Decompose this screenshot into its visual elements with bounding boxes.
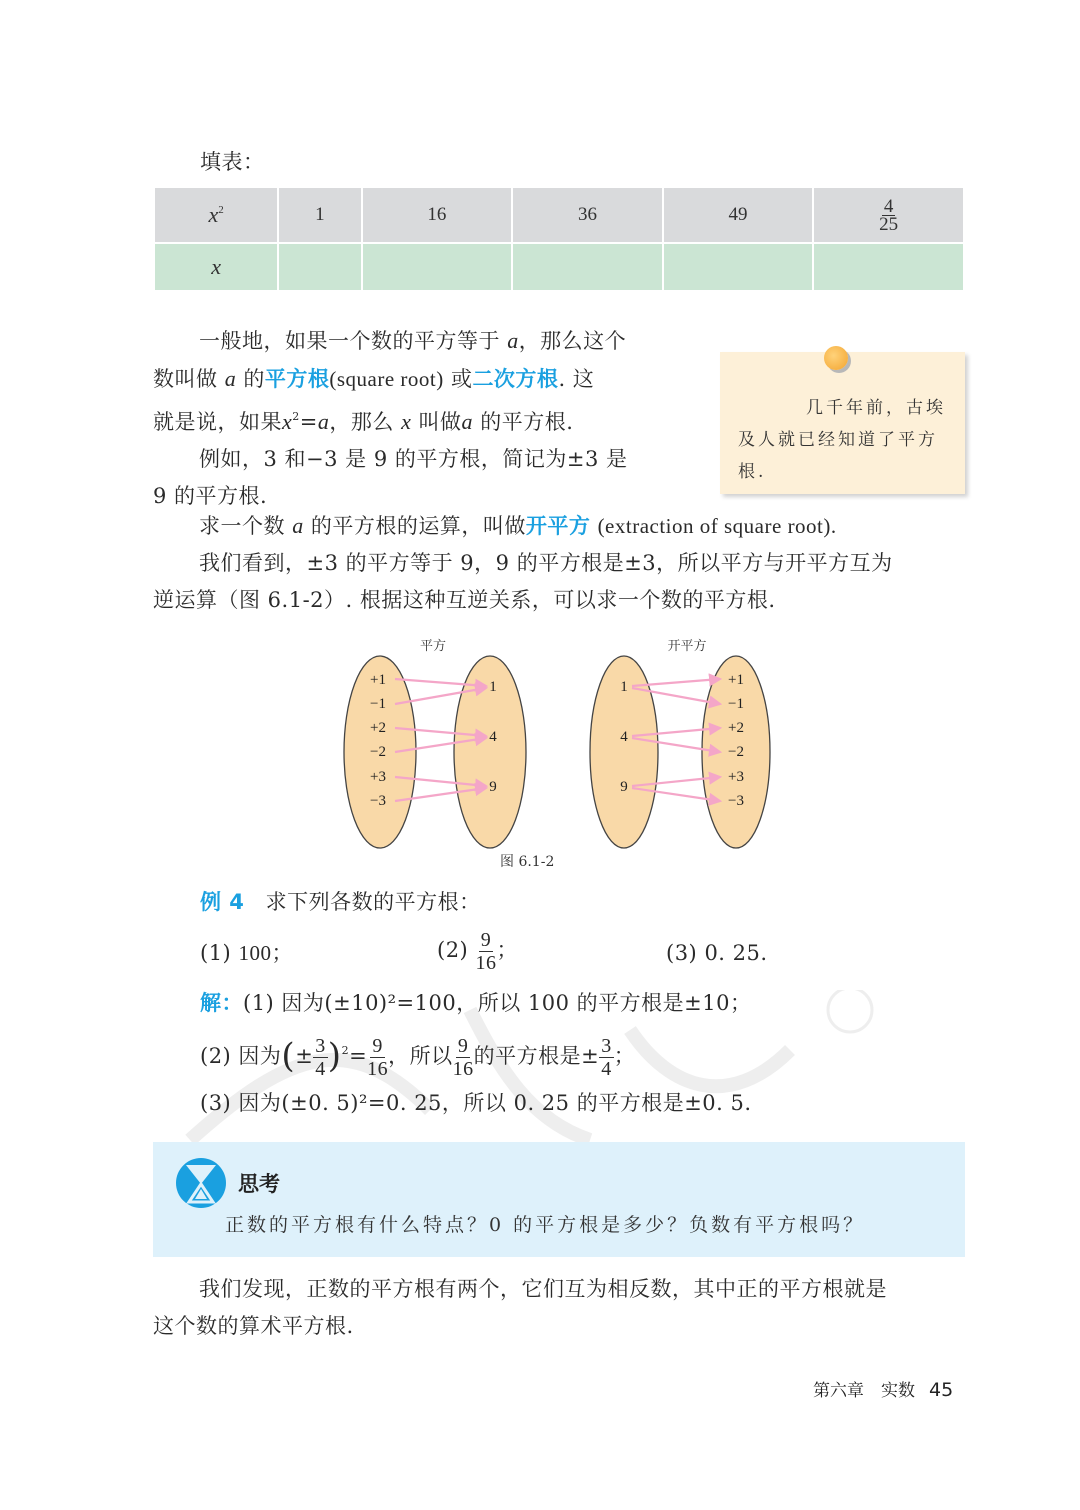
svg-text:+3: +3: [728, 769, 744, 785]
page-footer: [813, 1376, 953, 1401]
chapter-title: 第六章 实数: [813, 1381, 915, 1401]
svg-text:−1: −1: [728, 696, 744, 712]
solution-line-3: (3) 因为(±0. 5)²=0. 25，所以 0. 25 的平方根是±0. 5.: [200, 1091, 752, 1115]
svg-text:−3: −3: [728, 793, 744, 809]
row-header-x-squared: $x^2$: [155, 188, 277, 242]
fill-table: [153, 188, 965, 290]
cell-value: 16: [363, 188, 512, 242]
hourglass-think-icon: [175, 1157, 227, 1209]
svg-text:1: 1: [620, 679, 628, 695]
cell-value: 1: [279, 188, 360, 242]
square-mapping-diagram: [340, 632, 780, 862]
cell-value: 49: [664, 188, 813, 242]
conclusion-paragraph: 我们发现，正数的平方根有两个，它们互为相反数，其中正的平方根就是 这个数的算术平方根.: [153, 1277, 887, 1338]
blank-answer-cell[interactable]: [664, 242, 813, 290]
svg-text:−1: −1: [370, 696, 386, 712]
svg-text:+3: +3: [370, 769, 386, 785]
term-quadratic-root: 二次方根: [472, 367, 559, 391]
example-label: 例 4: [200, 890, 245, 914]
svg-text:−2: −2: [370, 744, 386, 760]
side-note-card: [720, 352, 965, 494]
svg-text:+2: +2: [370, 720, 386, 736]
term-extraction: 开平方: [525, 514, 591, 538]
row-header-x: x: [155, 242, 277, 290]
blank-answer-cell[interactable]: [363, 242, 512, 290]
cell-value: 36: [513, 188, 662, 242]
example-item-3: (3) 0. 25.: [666, 941, 768, 965]
extraction-paragraph: 求一个数 a 的平方根的运算，叫做开平方 (extraction of square root). 我们看到，±3 的平方等于 9，9 的平方根是±3，所以平方与开平方互为 逆运算（图 6.1-2）. 根据这种互逆关系，可以求一个数的平方根.: [153, 513, 893, 612]
figure-caption: 图 6.1-2: [500, 854, 555, 870]
solution-line-1: 解：(1) 因为(±10)²=100，所以 100 的平方根是±10；: [200, 991, 752, 1015]
svg-text:1: 1: [489, 679, 497, 695]
solution-label: 解：: [200, 991, 243, 1015]
example-item-2: (2) $\frac{9}{16}$ ；: [437, 929, 518, 974]
side-note-text: 几千年前，古埃及人就已经知道了平方根.: [738, 398, 946, 482]
table-row-x: [155, 242, 963, 290]
cell-fraction: $\frac{4}{25}$: [814, 188, 963, 242]
svg-text:4: 4: [620, 729, 628, 745]
blank-answer-cell[interactable]: [513, 242, 662, 290]
example-heading: 例 4 求下列各数的平方根：: [200, 890, 481, 914]
think-question: 正数的平方根有什么特点？0 的平方根是多少？负数有平方根吗？: [225, 1214, 866, 1236]
solution-line-2: (2) 因为(± $\frac{3}{4}$ )$^2$= $\frac{9}{16}$ ，所以 $\frac{9}{16}$ 的平方根是± $\frac{3}{4}$ ；: [200, 1035, 636, 1080]
blank-answer-cell[interactable]: [279, 242, 360, 290]
definition-paragraph: 一般地，如果一个数的平方等于 a，那么这个 数叫做 a 的平方根(square root) 或二次方根. 这 就是说，如果$x^2=a$，那么 x 叫做a 的平方根. 例如，3 和−3 是 9 的平方根，简记为±3 是 9 的平方根.: [153, 328, 628, 508]
svg-text:−2: −2: [728, 744, 744, 760]
pushpin-icon: [824, 346, 848, 370]
svg-text:9: 9: [489, 779, 497, 795]
page-number: 45: [929, 1379, 954, 1401]
svg-text:+2: +2: [728, 720, 744, 736]
svg-text:9: 9: [620, 779, 628, 795]
svg-text:开平方: 开平方: [667, 639, 707, 654]
think-box: [153, 1142, 965, 1257]
svg-text:+1: +1: [728, 672, 744, 688]
svg-text:−3: −3: [370, 793, 386, 809]
fill-table-label: 填表：: [200, 150, 265, 174]
svg-text:4: 4: [489, 729, 497, 745]
svg-text:+1: +1: [370, 672, 386, 688]
table-row-x-squared: [155, 188, 963, 242]
term-square-root: 平方根: [264, 367, 330, 391]
example-item-1: (1) 100；: [200, 941, 293, 965]
blank-answer-cell[interactable]: [814, 242, 963, 290]
think-title: 思考: [238, 1172, 280, 1196]
svg-text:平方: 平方: [419, 639, 447, 654]
